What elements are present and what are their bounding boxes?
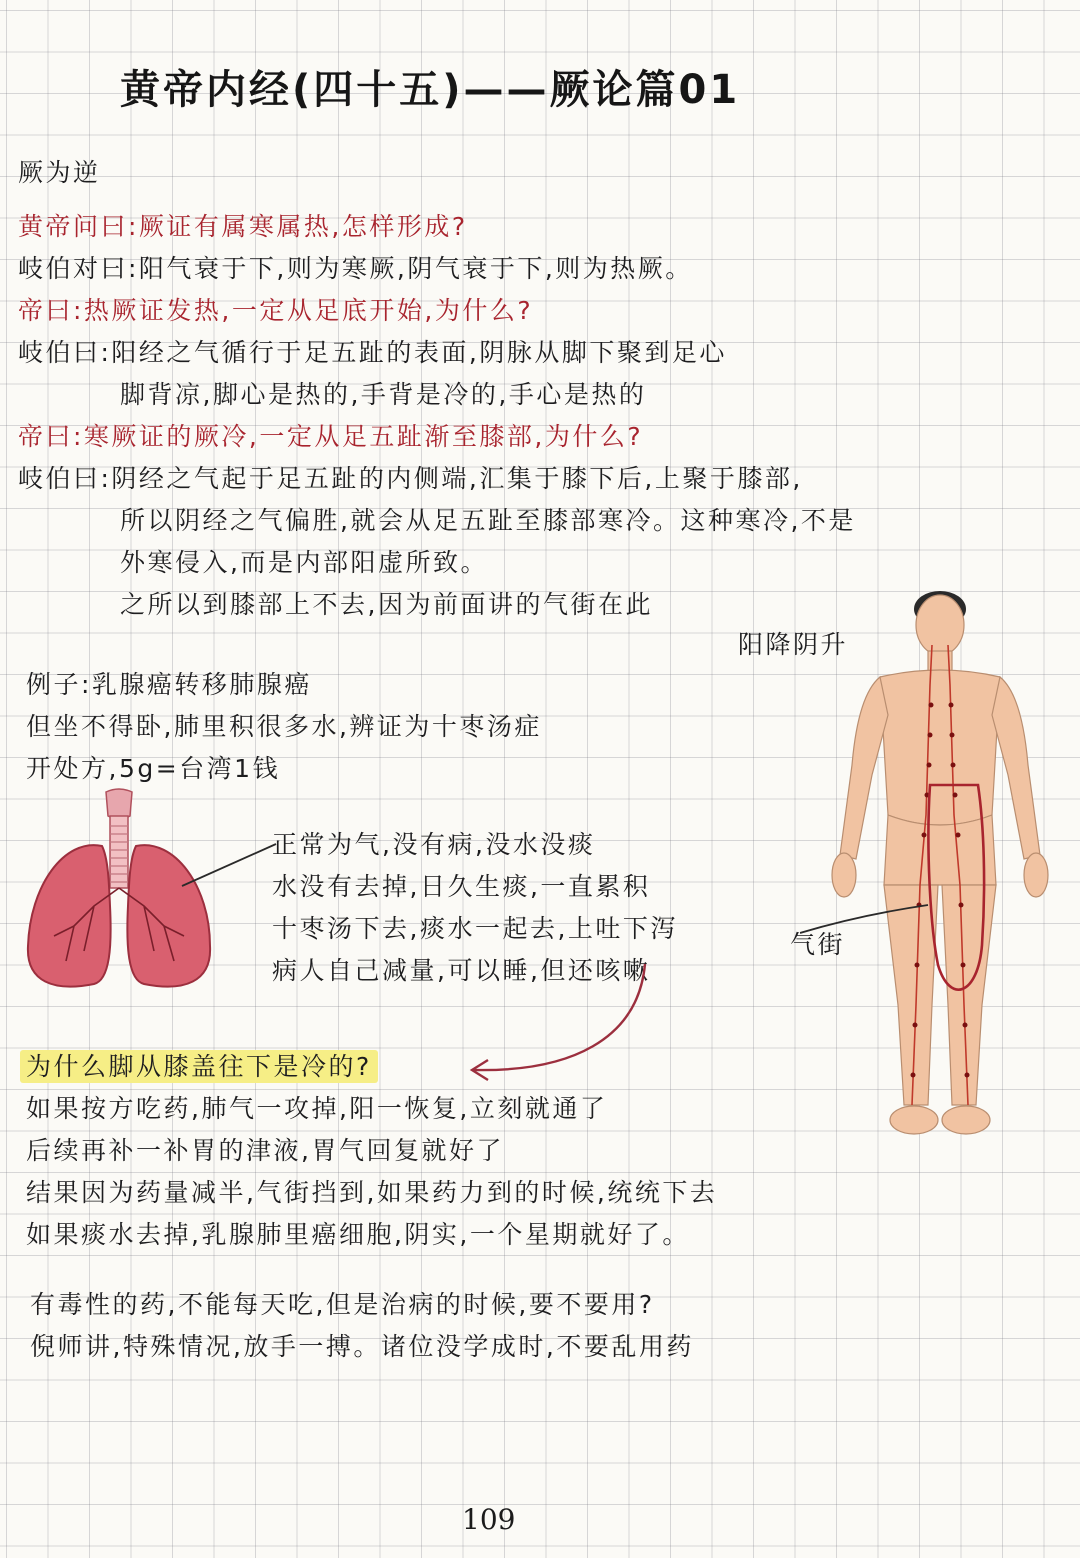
- closing-line-1: 有毒性的药,不能每天吃,但是治病的时候,要不要用?: [30, 1290, 655, 1319]
- lung-note-4: 病人自己减量,可以睡,但还咳嗽: [272, 956, 651, 985]
- dialogue-line-7: 岐伯曰:阴经之气起于足五趾的内侧端,汇集于膝下后,上聚于膝部,: [18, 464, 803, 493]
- example-line-3: 开处方,5g=台湾1钱: [26, 754, 281, 783]
- dialogue-line-10: 之所以到膝部上不去,因为前面讲的气街在此: [120, 590, 653, 619]
- dialogue-line-8: 所以阴经之气偏胜,就会从足五趾至膝部寒冷。这种寒冷,不是: [120, 506, 856, 535]
- section-heading: 厥为逆: [18, 158, 101, 187]
- answer-line-4: 如果痰水去掉,乳腺肺里癌细胞,阴实,一个星期就好了。: [26, 1220, 690, 1249]
- lung-note-3: 十枣汤下去,痰水一起去,上吐下泻: [272, 914, 678, 943]
- dialogue-line-1: 黄帝问曰:厥证有属寒属热,怎样形成?: [18, 212, 468, 241]
- lung-note-1: 正常为气,没有病,没水没痰: [272, 830, 596, 859]
- example-line-2: 但坐不得卧,肺里积很多水,辨证为十枣汤症: [26, 712, 542, 741]
- curved-arrow: [460, 960, 660, 1090]
- question-line: [20, 1052, 378, 1082]
- question-highlight: 为什么脚从膝盖往下是冷的?: [20, 1050, 378, 1083]
- lungs-illustration: [24, 786, 214, 996]
- dialogue-line-5: 脚背凉,脚心是热的,手背是冷的,手心是热的: [120, 380, 647, 409]
- acupoint-body-chart: [800, 585, 1070, 1150]
- dialogue-line-6: 帝曰:寒厥证的厥冷,一定从足五趾渐至膝部,为什么?: [18, 422, 644, 451]
- body-chart-label: 阳降阴升: [738, 630, 849, 659]
- closing-line-2: 倪师讲,特殊情况,放手一搏。诸位没学成时,不要乱用药: [30, 1332, 694, 1361]
- dialogue-line-3: 帝曰:热厥证发热,一定从足底开始,为什么?: [18, 296, 534, 325]
- answer-line-1: 如果按方吃药,肺气一攻掉,阳一恢复,立刻就通了: [26, 1094, 608, 1123]
- example-line-1: 例子:乳腺癌转移肺腺癌: [26, 670, 312, 699]
- body-annotation-label: 气街: [790, 930, 846, 959]
- page-number: 109: [462, 1503, 516, 1536]
- dialogue-line-4: 岐伯曰:阳经之气循行于足五趾的表面,阴脉从脚下聚到足心: [18, 338, 727, 367]
- page-title: 黄帝内经(四十五)——厥论篇01: [120, 67, 741, 113]
- lung-note-2: 水没有去掉,日久生痰,一直累积: [272, 872, 651, 901]
- dialogue-line-2: 岐伯对曰:阳气衰于下,则为寒厥,阴气衰于下,则为热厥。: [18, 254, 693, 283]
- answer-line-3: 结果因为药量减半,气街挡到,如果药力到的时候,统统下去: [26, 1178, 718, 1207]
- lung-pointer-line: [180, 840, 280, 890]
- answer-line-2: 后续再补一补胃的津液,胃气回复就好了: [26, 1136, 504, 1165]
- dialogue-line-9: 外寒侵入,而是内部阳虚所致。: [120, 548, 488, 577]
